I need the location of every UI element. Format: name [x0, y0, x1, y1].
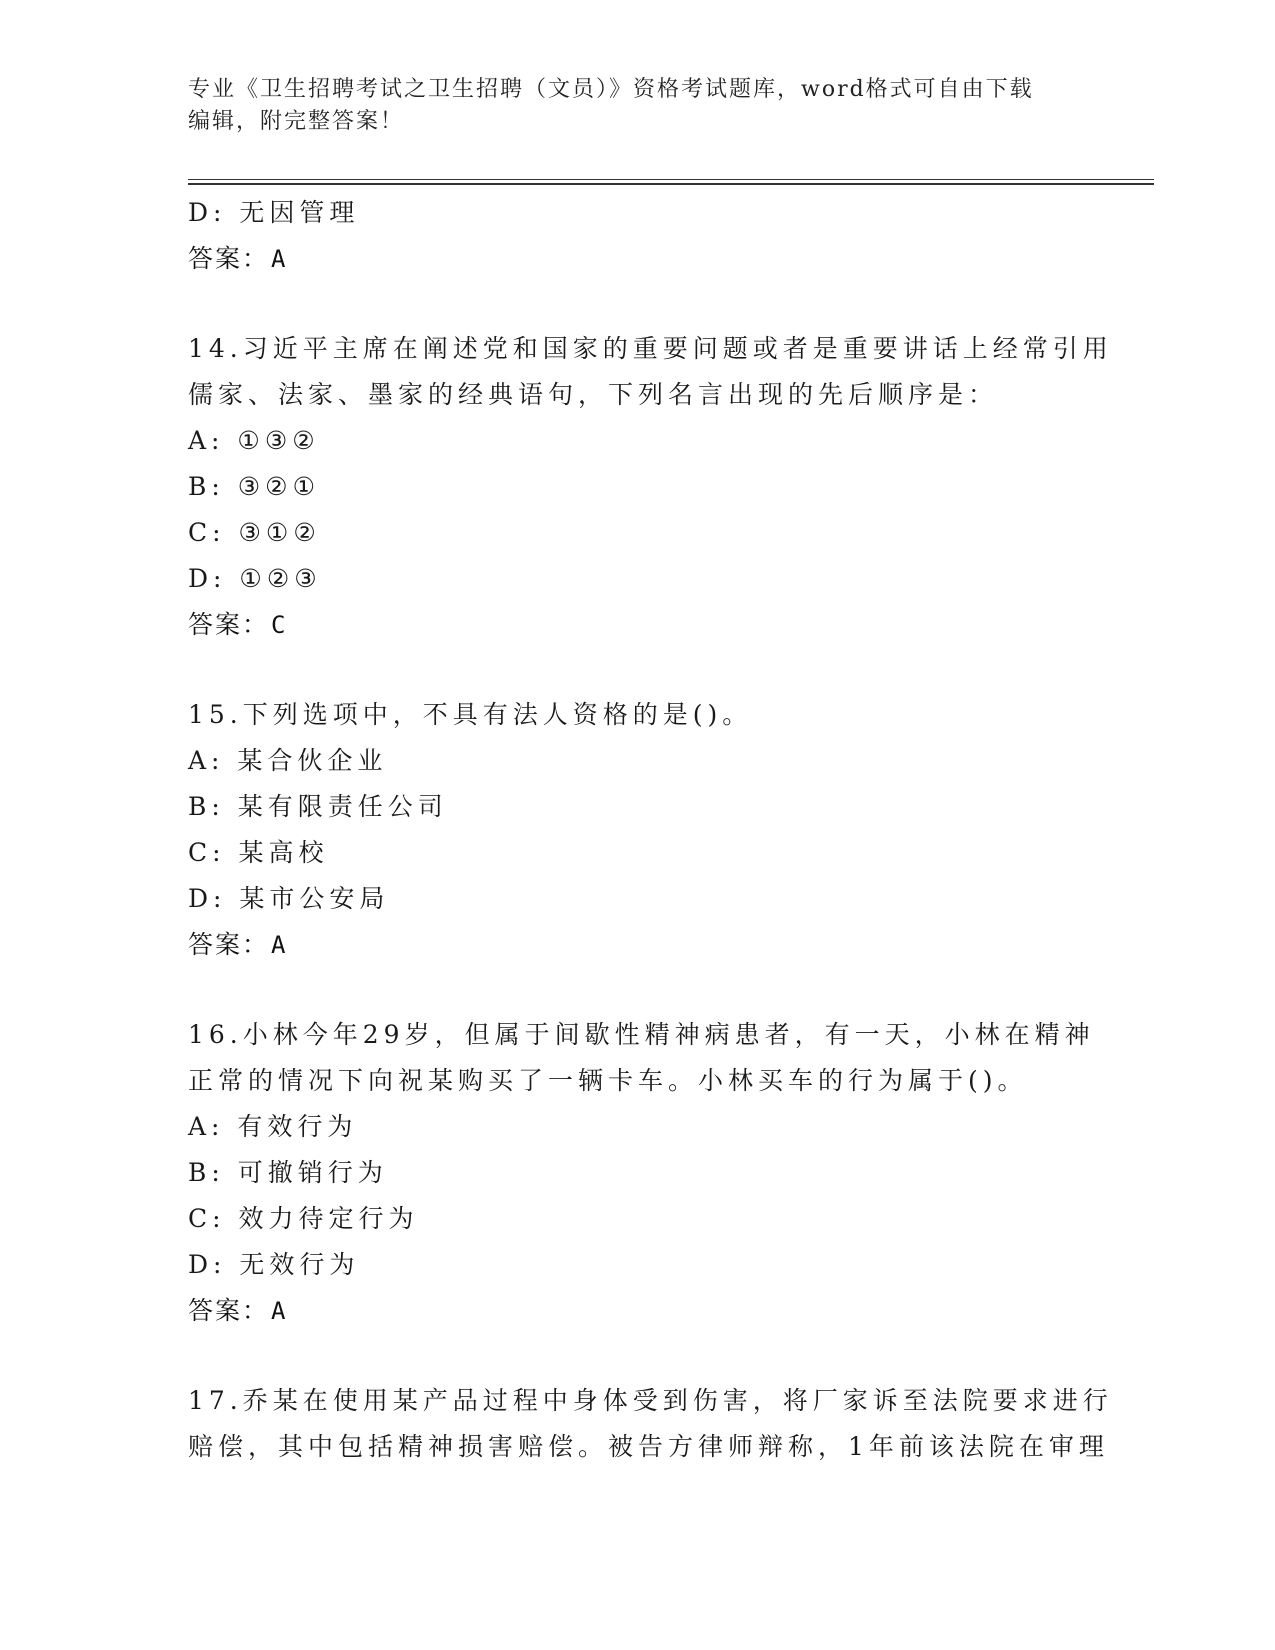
question-15 [188, 692, 1088, 968]
q13-option-d: D: 无因管理 [188, 198, 360, 227]
option-c: C: 效力待定行为 [188, 1204, 419, 1233]
question-stem-line: 正常的情况下向祝某购买了一辆卡车。小林买车的行为属于()。 [188, 1066, 1028, 1095]
option-c: C: 某高校 [188, 838, 329, 867]
question-stem-line: 15.下列选项中，不具有法人资格的是()。 [188, 700, 753, 729]
question-answer [188, 1288, 1088, 1334]
header-divider-thin [188, 179, 1154, 180]
header-line-2: 编辑，附完整答案！ [188, 109, 405, 134]
option-a: A: 有效行为 [188, 1112, 358, 1141]
answer-value: A [271, 245, 288, 273]
answer-label: 答案： [188, 1296, 270, 1325]
question-stem-line: 儒家、法家、墨家的经典语句，下列名言出现的先后顺序是： [188, 380, 999, 409]
answer-label: 答案： [188, 244, 270, 273]
option-c: C: ③①② [188, 518, 321, 547]
answer-value: A [271, 1297, 288, 1325]
option-b: B: 某有限责任公司 [188, 792, 448, 821]
option-a: A: 某合伙企业 [188, 746, 388, 775]
answer-label: 答案： [188, 610, 270, 639]
option-d: D: 某市公安局 [188, 884, 390, 913]
question-content [188, 190, 1113, 1470]
q13-answer [188, 236, 1088, 282]
option-b: B: ③②① [188, 472, 320, 501]
question-stem-line: 16.小林今年29岁，但属于间歇性精神病患者，有一天，小林在精神 [188, 1020, 1095, 1049]
question-answer [188, 602, 1088, 648]
option-d: D: ①②③ [188, 564, 322, 593]
page-header [188, 74, 1068, 138]
question-answer [188, 922, 1088, 968]
question-14 [188, 326, 1113, 648]
question-stem-line: 17.乔某在使用某产品过程中身体受到伤害，将厂家诉至法院要求进行 [188, 1386, 1113, 1415]
option-b: B: 可撤销行为 [188, 1158, 388, 1187]
question-17 [188, 1378, 1113, 1470]
answer-value: C [271, 611, 288, 639]
option-d: D: 无效行为 [188, 1250, 360, 1279]
header-line-1: 专业《卫生招聘考试之卫生招聘（文员）》资格考试题库，word格式可自由下载 [188, 77, 1034, 102]
question-stem-line: 14.习近平主席在阐述党和国家的重要问题或者是重要讲话上经常引用 [188, 334, 1113, 363]
header-divider-thick [188, 183, 1154, 185]
answer-label: 答案： [188, 930, 270, 959]
option-a: A: ①③② [188, 426, 320, 455]
question-16 [188, 1012, 1095, 1334]
question-stem-line: 赔偿，其中包括精神损害赔偿。被告方律师辩称，1年前该法院在审理 [188, 1432, 1109, 1461]
answer-value: A [271, 931, 288, 959]
